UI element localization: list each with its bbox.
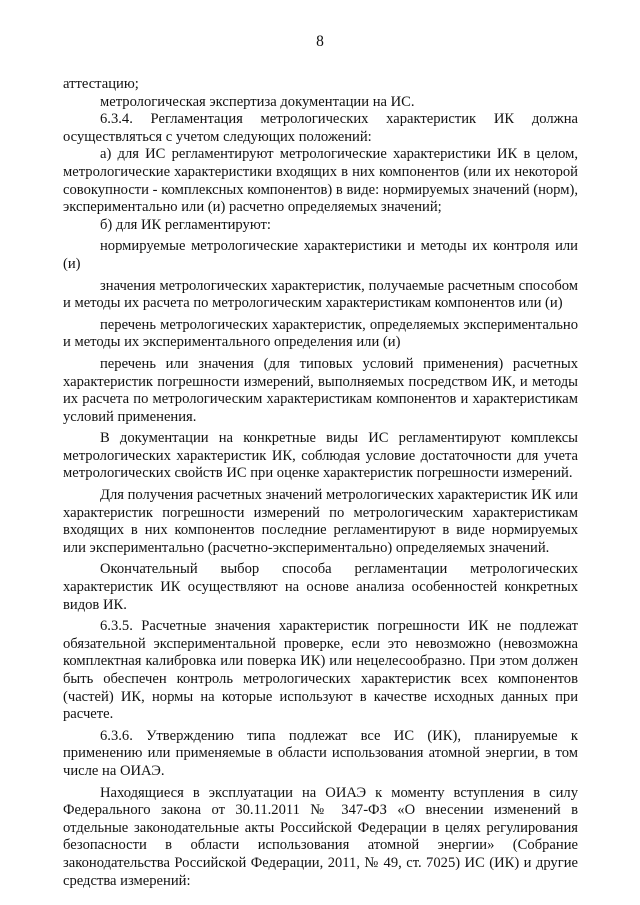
paragraph-6: нормируемые метрологические характеристики и методы их контроля или (и) (63, 238, 578, 272)
paragraph-8: перечень метрологических характеристик, определяемых экспериментально и методы их экспериментального определения или (и) (63, 316, 578, 351)
paragraph-2: метрологическая экспертиза документации на ИС. (100, 93, 415, 110)
paragraph-7: значения метрологических характеристик, получаемые расчетным способом и методы их расчета по метрологическим характеристикам компонентов или (и) (63, 277, 578, 312)
paragraph-10: В документации на конкретные виды ИС регламентируют комплексы метрологических характеристик ИК, соблюдая условие достаточности для учета метрологических свойств ИС при оценке характеристик погрешности измерений. (63, 430, 578, 482)
paragraph-3: 6.3.4. Регламентация метрологических характеристик ИК должна осуществляться с учетом следующих положений: (63, 111, 578, 145)
paragraph-13: 6.3.5. Расчетные значения характеристик погрешности ИК не подлежат обязательной экспериментальной проверке, если это невозможно (невозможна комплектная калибровка или поверка ИК) или нецелесообразно. При этом должен быть обеспечен контроль метрологических характеристик всех компонентов (частей) ИК, нормы на которые используют в качестве исходных данных при расчете. (63, 618, 578, 723)
paragraph-1: аттестацию; (63, 76, 139, 92)
document-body (63, 76, 578, 890)
paragraph-11: Для получения расчетных значений метрологических характеристик ИК или характеристик погрешности измерений по метрологическим характеристикам входящих в них компонентов последние регламентируют в виде нормируемых или экспериментально (расчетно-экспериментально) определяемых значений. (63, 487, 578, 556)
paragraph-12: Окончательный выбор способа регламентации метрологических характеристик ИК осуществляют на основе анализа особенностей конкретных видов ИК. (63, 561, 578, 613)
paragraph-5: б) для ИК регламентируют: (100, 216, 271, 233)
paragraph-14: 6.3.6. Утверждению типа подлежат все ИС (ИК), планируемые к применению или применяемые в области использования атомной энергии, в том числе на ОИАЭ. (63, 727, 578, 779)
paragraph-4: а) для ИС регламентируют метрологические характеристики ИК в целом, метрологические характеристики входящих в них компонентов (или их некоторой совокупности - комплексных компонентов) в виде: нормируемых значений (норм), экспериментально или (и) расчетно определяемых значений; (63, 146, 578, 216)
page-number: 8 (316, 33, 324, 50)
paragraph-15: Находящиеся в эксплуатации на ОИАЭ к моменту вступления в силу Федерального закона от 30.11.2011 № 347-ФЗ «О внесении изменений в отдельные законодательные акты Российской Федерации в целях регулирования безопасности в области использования атомной энергии» (Собрание законодательства Российской Федерации, 2011, № 49, ст. 7025) ИС (ИК) и другие средства измерений: (63, 784, 578, 889)
paragraph-9: перечень или значения (для типовых условий применения) расчетных характеристик погрешности измерений, выполняемых посредством ИК, и методы их расчета по метрологическим характеристикам компонентов и характеристикам условий применения. (63, 355, 578, 425)
